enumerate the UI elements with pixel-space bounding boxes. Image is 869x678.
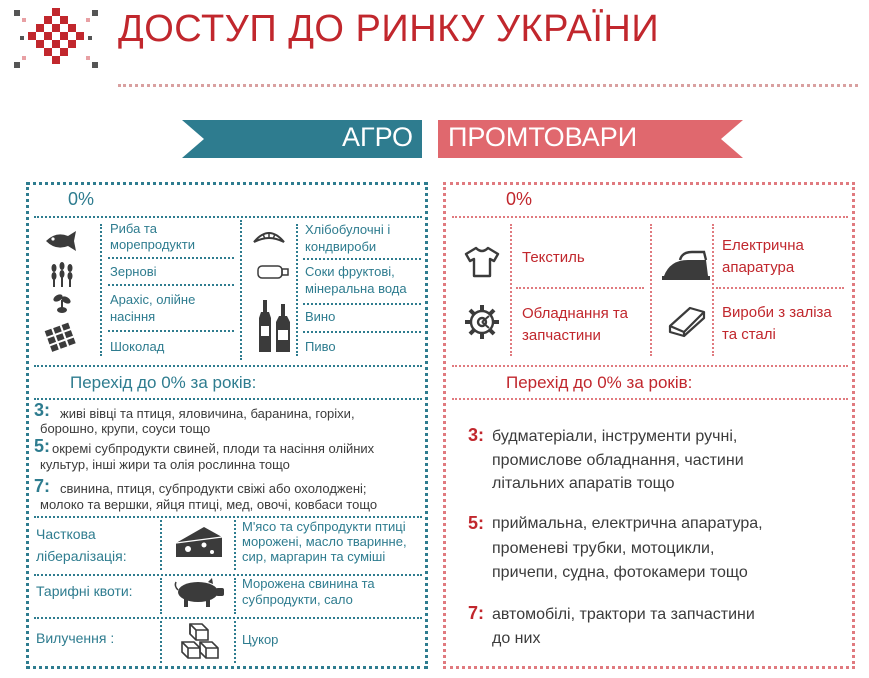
- agro-item-wine: Вино: [305, 309, 336, 324]
- prom-divider: [452, 398, 848, 400]
- agro-quotas-text-1: Морожена свинина та: [242, 576, 375, 591]
- steel-bar-icon: [666, 304, 708, 338]
- agro-quotas-text: [242, 576, 375, 608]
- agro-divider: [34, 365, 422, 367]
- prom-item-textile: Текстиль: [522, 249, 585, 266]
- agro-quotas-divider: [234, 578, 236, 614]
- agro-exceptions-text: Цукор: [242, 632, 279, 647]
- agro-zero-label: 0%: [68, 189, 95, 209]
- agro-item-fish: Риба та морепродукти: [110, 221, 195, 252]
- gear-icon: [464, 304, 500, 340]
- agro-exceptions-divider: [160, 621, 162, 663]
- prom-transition-7-line1: автомобілі, трактори та запчастини: [492, 606, 755, 623]
- agro-divider: [34, 617, 422, 619]
- agro-transition-title: Перехід до 0% за років:: [70, 373, 257, 392]
- agro-item-divider: [303, 258, 421, 260]
- agro-partial-text: [242, 519, 407, 564]
- agro-divider: [34, 398, 422, 400]
- prom-transition-5-line1: приймальна, електрична апаратура,: [492, 515, 763, 532]
- croissant-icon: [252, 228, 286, 246]
- agro-item-peanut: Арахіс, олійне насіння: [110, 292, 196, 324]
- title-divider: [118, 84, 858, 87]
- prom-transition-5-line2: променеві трубки, мотоцикли,: [492, 540, 715, 557]
- prom-years-7: 7:: [468, 603, 485, 623]
- agro-years-5: 5:: [34, 436, 51, 456]
- prom-transition-3-line3: літальних апаратів тощо: [492, 475, 675, 492]
- wheat-icon: [48, 262, 76, 288]
- agro-partial-text-3: сир, маргарин та суміші: [242, 549, 386, 564]
- prom-transition-5-line3: причепи, судна, фотокамери тощо: [492, 564, 748, 581]
- prom-icon-divider: [712, 224, 714, 356]
- agro-years-7: 7:: [34, 476, 51, 496]
- prom-item-steel: Вироби з заліза та сталі: [722, 304, 832, 343]
- tshirt-icon: [464, 246, 500, 278]
- embroidery-ornament-icon: [8, 4, 104, 76]
- agro-icon-divider-right: [296, 224, 298, 356]
- juice-icon: [256, 260, 290, 282]
- prom-transition-3-line2: промислове обладнання, частини: [492, 452, 744, 469]
- agro-partial-label: [36, 523, 127, 567]
- agro-item-divider: [303, 331, 421, 333]
- agro-partial-text-1: М'ясо та субпродукти птиці: [242, 519, 406, 534]
- agro-partial-text-2: морожені, масло тваринне,: [242, 534, 407, 549]
- agro-partial-label-2: лібералізація:: [36, 548, 127, 564]
- agro-icon-divider: [100, 224, 102, 356]
- iron-icon: [662, 250, 712, 282]
- prom-icon-divider: [510, 224, 512, 356]
- prom-banner: [438, 120, 743, 163]
- agro-divider: [34, 516, 422, 518]
- agro-quotas-divider: [160, 578, 162, 614]
- prom-item-divider: [716, 287, 844, 289]
- agro-quotas-text-2: субпродукти, сало: [242, 592, 353, 607]
- agro-item-beer: Пиво: [305, 339, 336, 354]
- agro-banner: [182, 120, 422, 163]
- prom-zero-label: 0%: [506, 189, 533, 209]
- prom-divider: [452, 216, 848, 218]
- agro-column-divider: [240, 220, 242, 360]
- prom-transition-title: Перехід до 0% за років:: [506, 373, 693, 392]
- agro-transition-3-line1: живі вівці та птиця, яловичина, баранина, горіхи,: [60, 406, 355, 421]
- agro-item-bakery: Хлібобулочні і кондвироби: [305, 222, 391, 254]
- agro-item-grain: Зернові: [110, 264, 157, 279]
- agro-years-3: 3:: [34, 400, 51, 420]
- agro-transition-7-line2: молоко та вершки, яйця птиці, мед, овочі, ковбаси тощо: [40, 497, 378, 512]
- agro-transition-5-line2: культур, інші жири та олія рослинна тощо: [40, 457, 290, 472]
- prom-item-electrical: Електрична апаратура: [722, 237, 804, 276]
- agro-item-divider: [108, 257, 234, 259]
- agro-exceptions-label: Вилучення :: [36, 630, 115, 646]
- sprout-icon: [52, 292, 72, 314]
- fish-icon: [44, 230, 78, 252]
- agro-exceptions-divider: [234, 621, 236, 663]
- prom-column-divider: [650, 224, 652, 356]
- prom-divider: [452, 365, 848, 367]
- prom-transition-3-line1: будматеріали, інструменти ручні,: [492, 428, 738, 445]
- agro-partial-divider: [234, 520, 236, 570]
- agro-banner-label: АГРО: [342, 122, 414, 152]
- prom-transition-7-line2: до них: [492, 630, 541, 647]
- prom-years-3: 3:: [468, 425, 485, 445]
- agro-transition-3-line2: борошно, крупи, соуси тощо: [40, 421, 211, 436]
- agro-item-divider: [303, 303, 421, 305]
- sugar-cubes-icon: [178, 620, 222, 662]
- agro-transition-5-line1: окремі субпродукти свиней, плоди та насіння олійних: [52, 441, 375, 456]
- prom-years-5: 5:: [468, 513, 485, 533]
- agro-quotas-label: Тарифні квоти:: [36, 583, 133, 599]
- agro-divider: [34, 216, 422, 218]
- prom-item-equipment: Обладнання та запчастини: [522, 305, 628, 344]
- page-title: ДОСТУП ДО РИНКУ УКРАЇНИ: [118, 8, 660, 50]
- agro-partial-label-1: Часткова: [36, 526, 96, 542]
- agro-item-divider: [108, 284, 234, 286]
- prom-banner-label: ПРОМТОВАРИ: [448, 122, 638, 152]
- bottles-icon: [258, 298, 292, 354]
- agro-partial-divider: [160, 520, 162, 570]
- cheese-icon: [174, 523, 224, 561]
- agro-item-juice: Соки фруктові, мінеральна вода: [305, 264, 407, 296]
- pig-icon: [172, 578, 228, 608]
- agro-transition-7-line1: свинина, птиця, субпродукти свіжі або охолоджені;: [60, 481, 367, 496]
- prom-item-divider: [516, 287, 644, 289]
- chocolate-icon: [44, 322, 78, 354]
- agro-item-divider: [108, 330, 234, 332]
- agro-item-chocolate: Шоколад: [110, 339, 165, 354]
